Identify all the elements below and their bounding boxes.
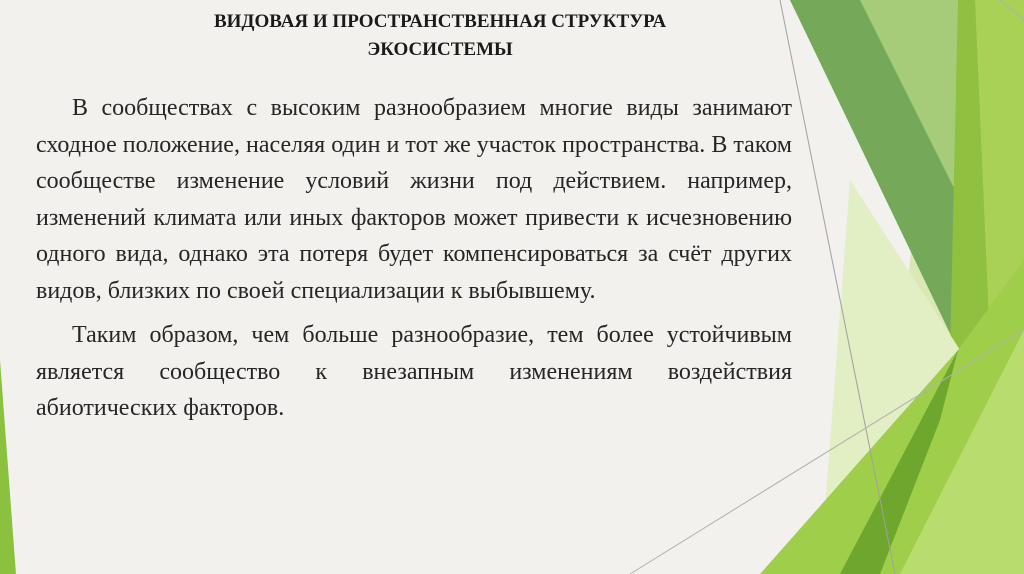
slide-title: [100, 8, 780, 64]
title-line-2: ЭКОСИСТЕМЫ: [367, 39, 513, 60]
left-green-strip: [0, 360, 16, 574]
title-line-1: ВИДОВАЯ И ПРОСТРАНСТВЕННАЯ СТРУКТУРА: [213, 11, 667, 32]
paragraph-2: Таким образом, чем больше разнообразие, тем более устойчивым является сообщество к внезапным изменениям воздействия абиотических факторов.: [36, 322, 792, 421]
paragraph-1: В сообществах с высоким разнообразием многие виды занимают сходное положение, населяя один и тот же участок пространства. В таком сообществе изменение условий жизни под действием. например, изменений климата или иных факторов может привести к исчезновению одного вида, однако эта потеря будет компенсироваться за счёт других видов, близких по своей специализации к выбывшему.: [36, 95, 792, 304]
slide-body: [36, 90, 792, 427]
